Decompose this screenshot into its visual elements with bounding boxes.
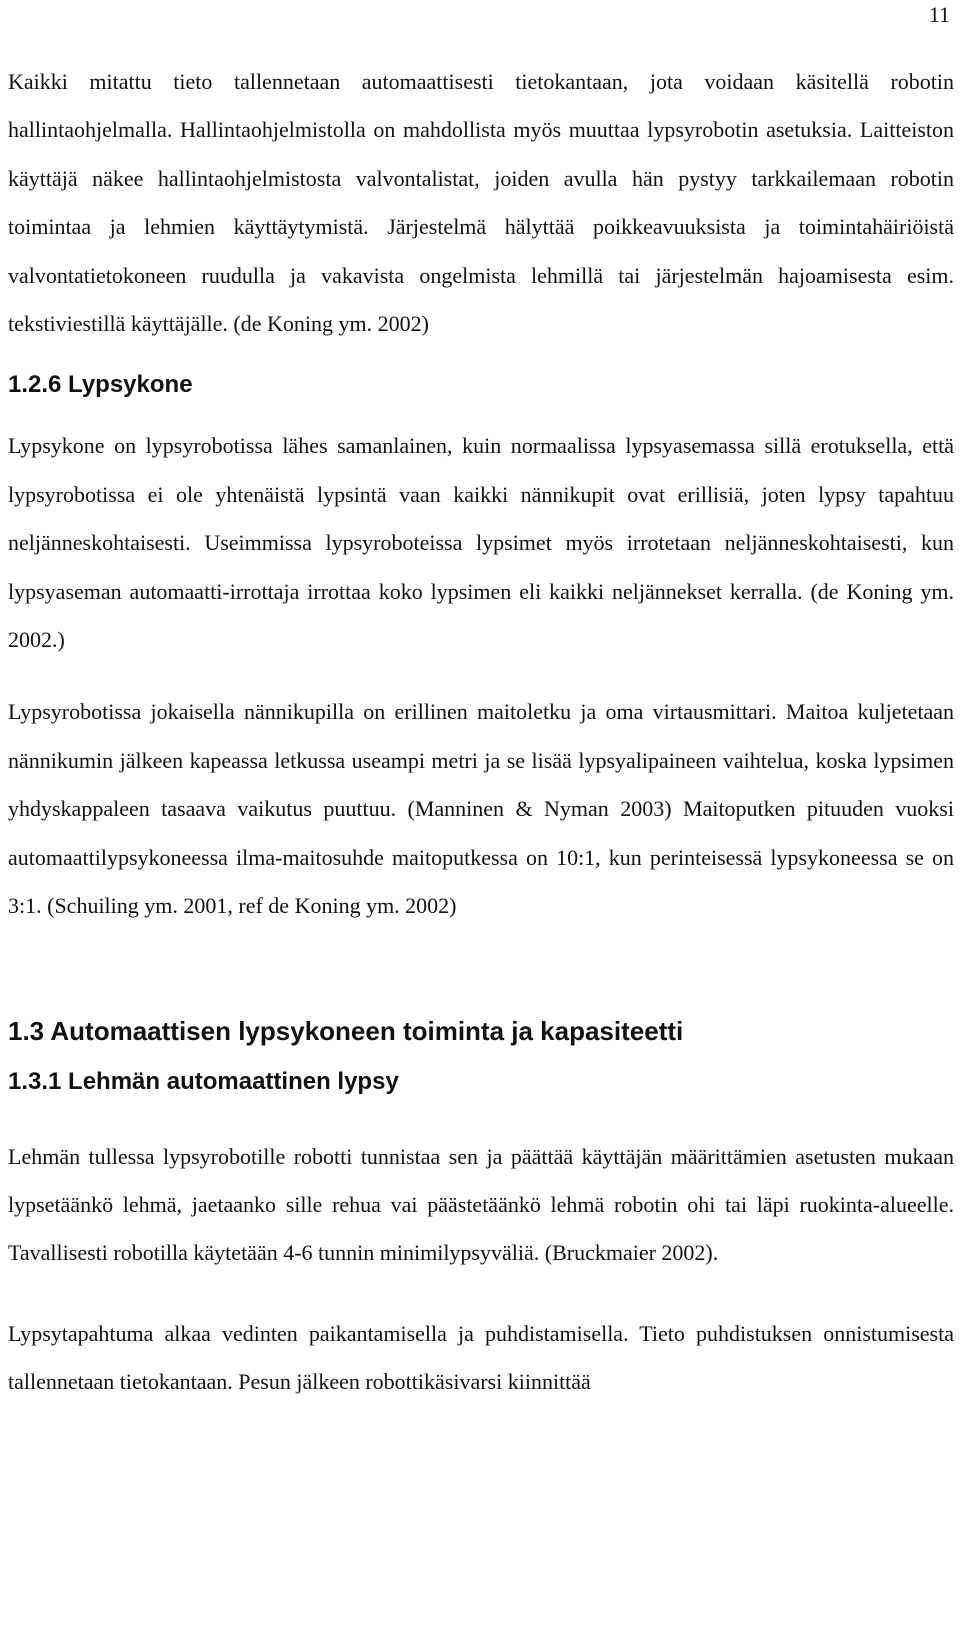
document-body [8,58,954,1407]
paragraph-maitoletku: Lypsyrobotissa jokaisella nännikupilla on erillinen maitoletku ja oma virtausmittari. Maitoa kuljetetaan nännikumin jälkeen kapeassa letkussa useampi metri ja se lisää lypsyalipaineen vaihtelua, koska lypsimen yhdyskappaleen tasaava vaikutus puuttuu. (Manninen & Nyman 2003) Maitoputken pituuden vuoksi automaattilypsykoneessa ilma-maitosuhde maitoputkessa on 10:1, kun perinteisessä lypsykoneessa se on 3:1. (Schuiling ym. 2001, ref de Koning ym. 2002) [8,699,954,919]
heading-automaattinen-lypsy: 1.3.1 Lehmän automaattinen lypsy [8,1067,399,1095]
paragraph-database: Kaikki mitattu tieto tallennetaan automaattisesti tietokantaan, jota voidaan käsitellä robotin hallintaohjelmalla. Hallintaohjelmistolla on mahdollista myös muuttaa lypsyrobotin asetuksia. Laitteiston käyttäjä näkee hallintaohjelmistosta valvontalistat, joiden avulla hän pystyy tarkkailemaan robotin toimintaa ja lehmien käyttäytymistä. Järjestelmä hälyttää poikkeavuuksista ja toimintahäiriöistä valvontatietokoneen ruudulla ja vakavista ongelmista lehmillä tai järjestelmän hajoamisesta esim. tekstiviestillä käyttäjälle. (de Koning ym. 2002) [8,69,954,337]
page-number: 11 [928,2,950,27]
heading-lypsykone: 1.2.6 Lypsykone [8,371,193,399]
paragraph-tunnistus: Lehmän tullessa lypsyrobotille robotti tunnistaa sen ja päättää käyttäjän määrittämien asetusten mukaan lypsetäänkö lehmä, jaetaanko sille rehua vai päästetäänkö lehmä robotin ohi tai läpi ruokinta-alueelle. Tavallisesti robotilla käytetään 4-6 tunnin minimilypsyväliä. (Bruckmaier 2002). [8,1143,954,1266]
paragraph-lypsykone: Lypsykone on lypsyrobotissa lähes samanlainen, kuin normaalissa lypsyasemassa sillä erotuksella, että lypsyrobotissa ei ole yhtenäistä lypsintä vaan kaikki nännikupit ovat erillisiä, joten lypsy tapahtuu neljänneskohtaisesti. Useimmissa lypsyroboteissa lypsimet myös irrotetaan neljänneskohtaisesti, kun lypsyaseman automaatti-irrottaja irrottaa koko lypsimen eli kaikki neljännekset kerralla. (de Koning ym. 2002.) [8,433,954,653]
paragraph-lypsytapahtuma: Lypsytapahtuma alkaa vedinten paikantamisella ja puhdistamisella. Tieto puhdistuksen onnistumisesta tallennetaan tietokantaan. Pesun jälkeen robottikäsivarsi kiinnittää [8,1320,954,1395]
section-heading-toiminta: 1.3 Automaattisen lypsykoneen toiminta ja kapasiteetti [8,1015,684,1046]
